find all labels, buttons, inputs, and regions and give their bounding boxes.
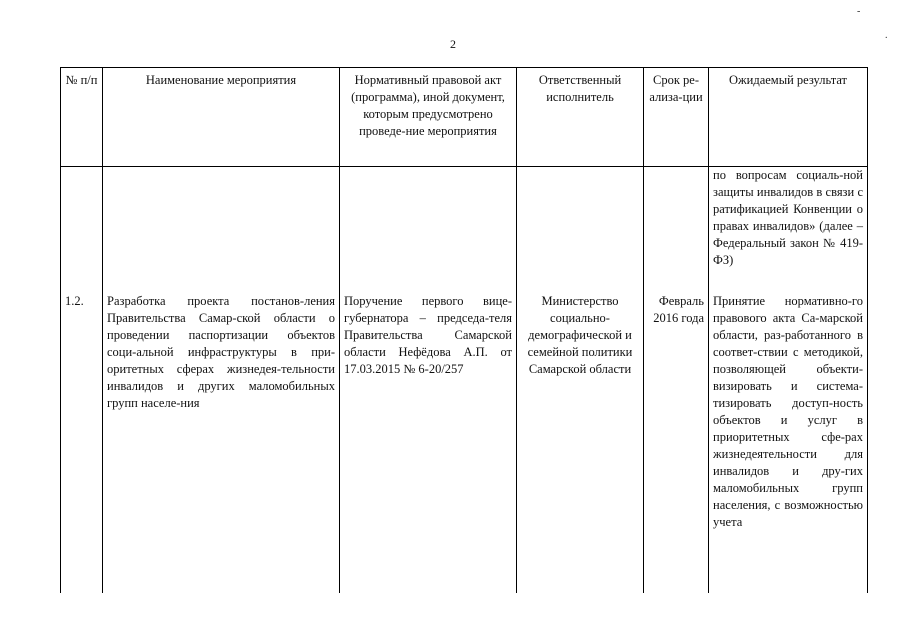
term: Февраль 2016 года xyxy=(644,293,709,593)
table-header-row xyxy=(61,68,868,167)
header-act: Нормативный правовой акт (программа), иной документ, которым предусмотрено проведе-ние мероприятия xyxy=(340,68,517,167)
header-term: Срок ре-ализа-ции xyxy=(644,68,709,167)
page-number: 2 xyxy=(450,37,456,51)
table-row xyxy=(61,167,868,294)
row-number: 1.2. xyxy=(61,293,103,593)
header-name: Наименование мероприятия xyxy=(103,68,340,167)
header-executor: Ответственный исполнитель xyxy=(517,68,644,167)
header-result: Ожидаемый результат xyxy=(709,68,868,167)
measures-table xyxy=(60,67,868,593)
table-row xyxy=(61,293,868,593)
result-continuation: по вопросам социаль-ной защиты инвалидов в связи с ратификацией Конвенции о правах инвалидов» (далее – Федеральный закон № 419-ФЗ) xyxy=(709,167,868,294)
expected-result: Принятие нормативно-го правового акта Са-марской области, раз-работанного в соответ-ствии с методикой, позволяющей объекти-визировать и система-тизировать доступ-ность объектов и услуг в приоритетных сфе-рах жизнедеятельности для инвалидов и дру-гих маломобильных групп населения, с возможностью учета xyxy=(709,293,868,593)
header-num: № п/п xyxy=(61,68,103,167)
executor: Министерство социально-демографической и семейной политики Самарской области xyxy=(517,293,644,593)
corner-mark: . xyxy=(885,30,888,41)
corner-mark: - xyxy=(857,6,861,17)
legal-act: Поручение первого вице-губернатора – председа-теля Правительства Самарской области Нефёдова А.П. от 17.03.2015 № 6-20/257 xyxy=(340,293,517,593)
measure-name: Разработка проекта постанов-ления Правительства Самар-ской области о проведении паспортизации объектов соци-альной инфраструктуры в при-оритетных сферах жизнедея-тельности инвалидов и других маломобильных групп населе-ния xyxy=(103,293,340,593)
